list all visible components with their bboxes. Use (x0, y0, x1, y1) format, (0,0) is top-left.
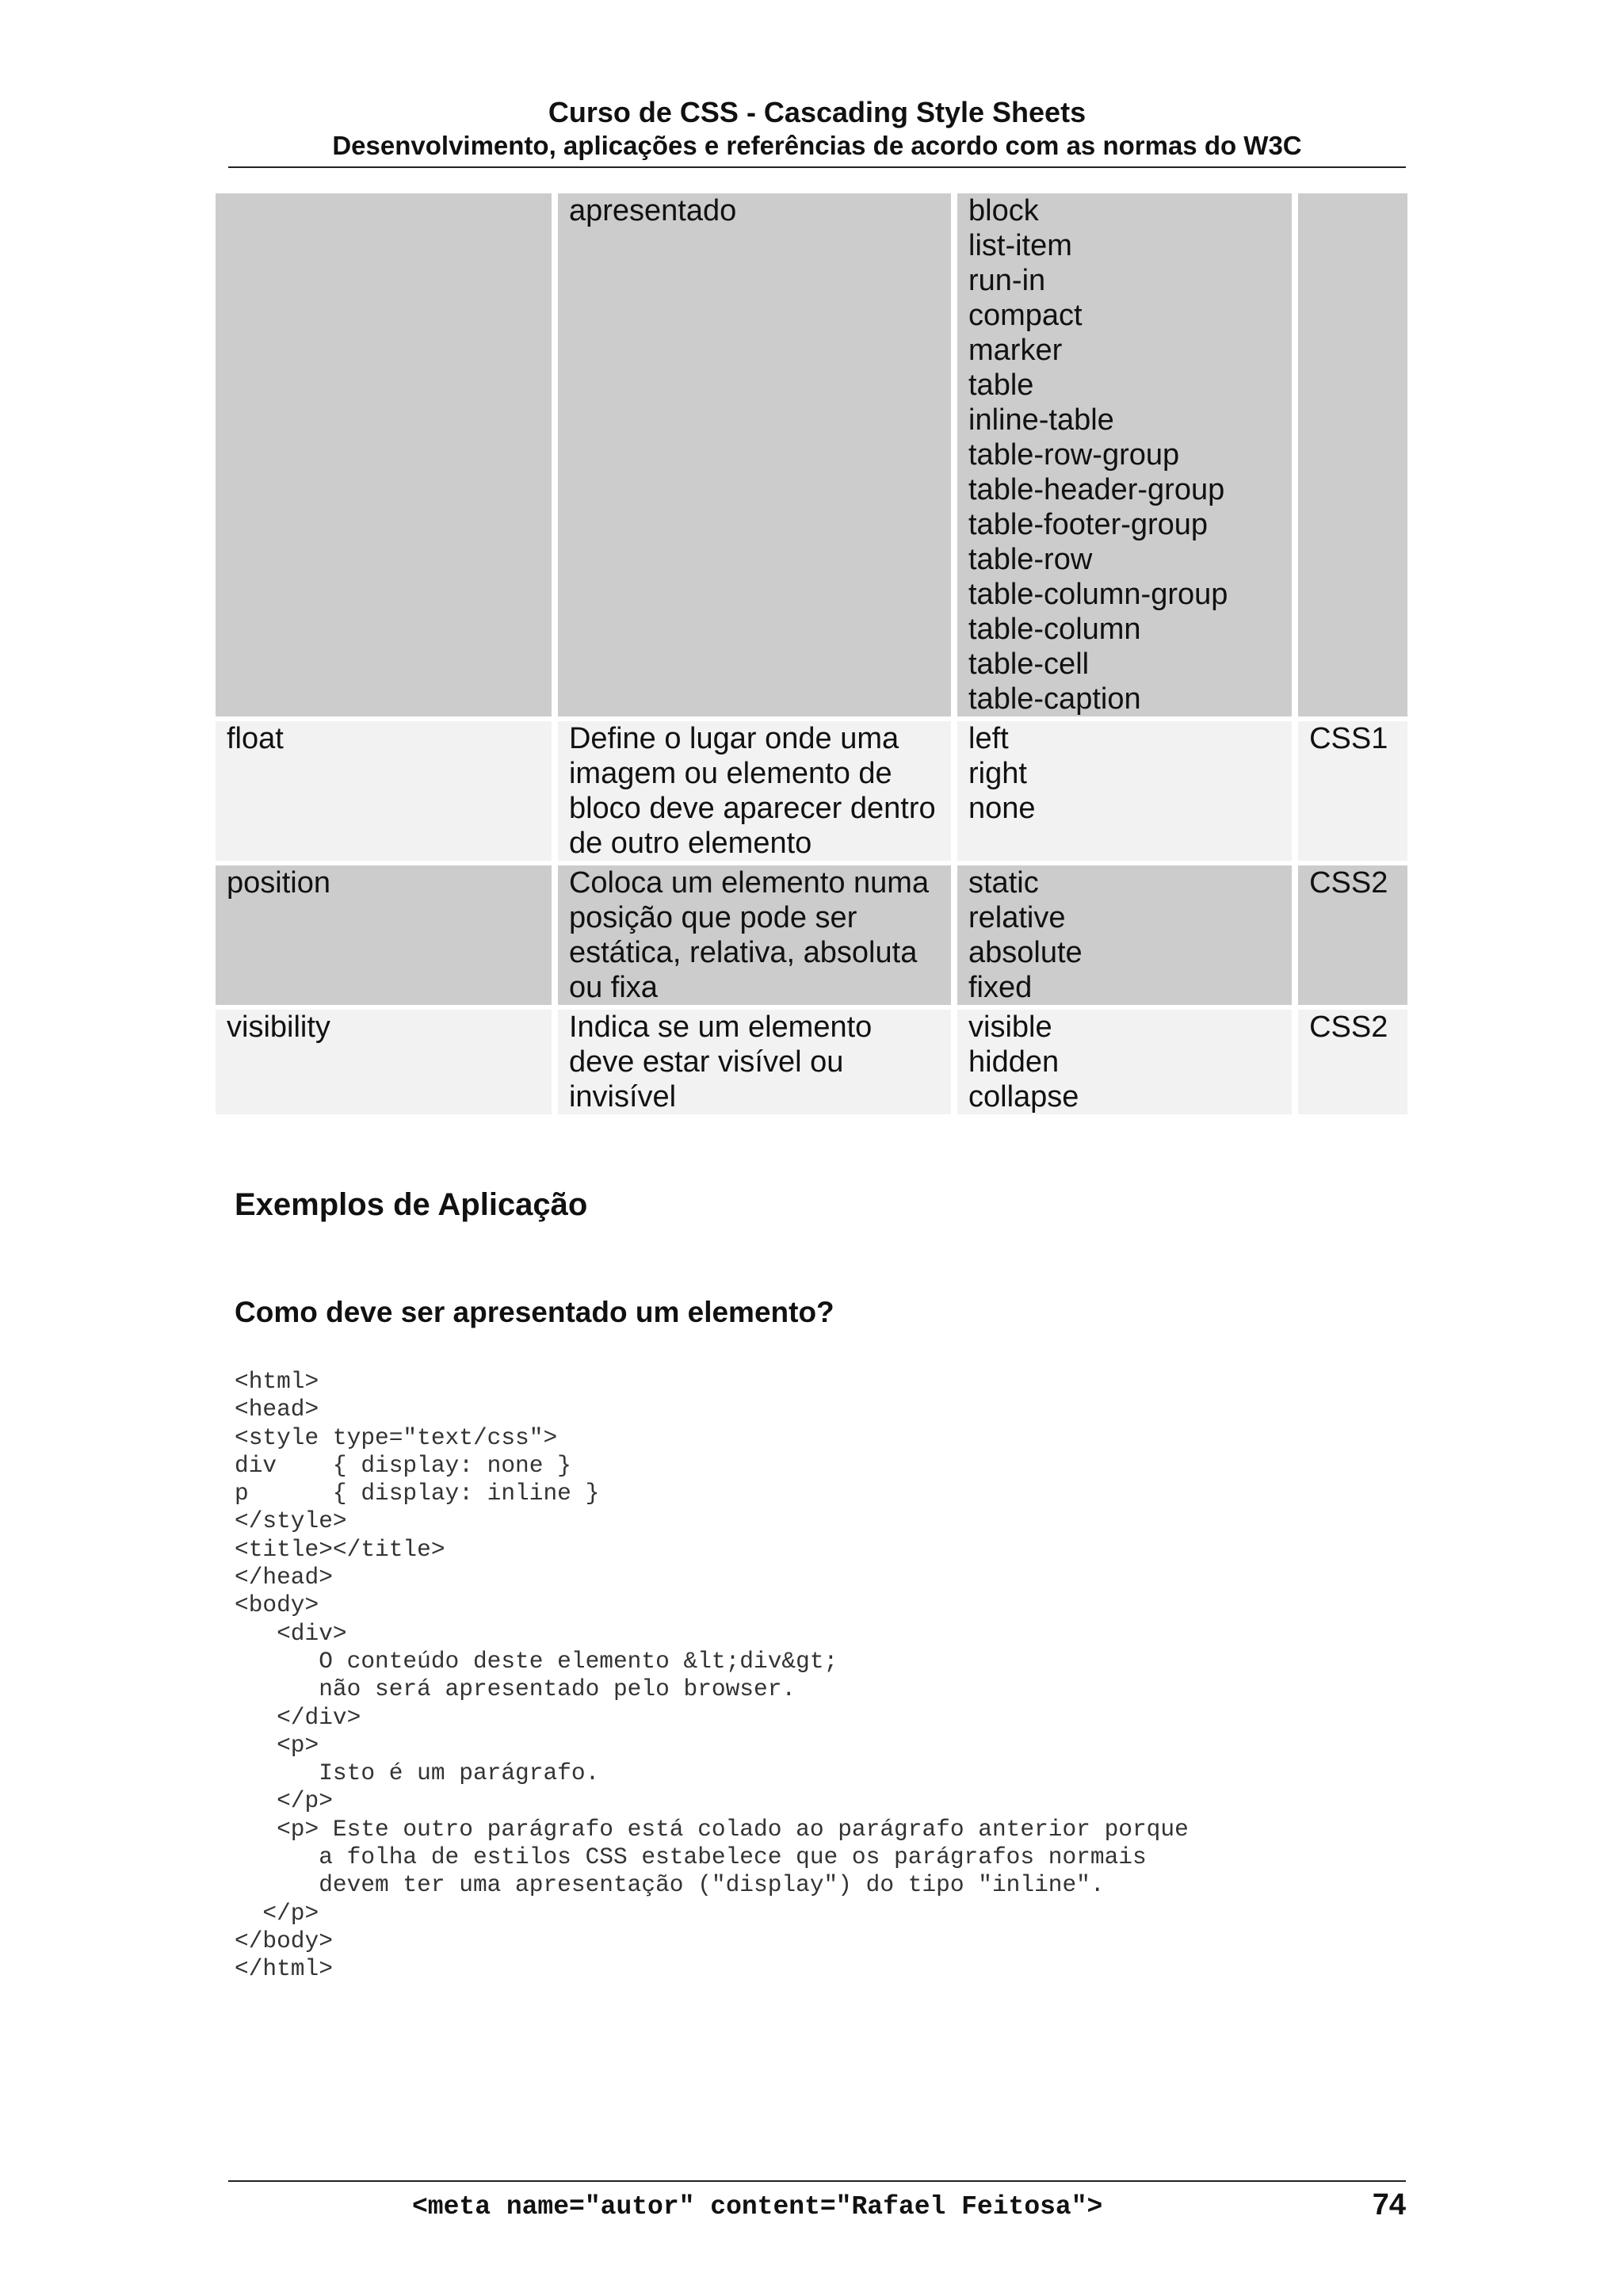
values-cell (957, 721, 1292, 861)
value-item: block (968, 194, 1039, 227)
values-cell (957, 193, 1292, 716)
values-cell (957, 1010, 1292, 1114)
question-heading: Como deve ser apresentado um elemento? (235, 1296, 834, 1328)
value-item: table-column-group (968, 578, 1228, 611)
property-cell: position (216, 865, 552, 1005)
value-item: table-footer-group (968, 508, 1209, 541)
value-item: compact (968, 299, 1083, 332)
value-item: hidden (968, 1045, 1060, 1079)
header-title: Curso de CSS - Cascading Style Sheets (548, 96, 1086, 128)
value-item: table-column (968, 613, 1141, 646)
version-cell: CSS1 (1298, 721, 1407, 861)
value-item: run-in (968, 264, 1046, 297)
value-item: collapse (968, 1080, 1079, 1114)
values-cell (957, 865, 1292, 1005)
version-cell (1298, 193, 1407, 716)
description-cell: Coloca um elemento numa posição que pode ser estática, relativa, absoluta ou fixa (558, 865, 951, 1005)
property-cell (216, 193, 552, 716)
value-item: table (968, 369, 1034, 402)
value-item: right (968, 757, 1027, 790)
footer-author-meta: <meta name="autor" content="Rafael Feitosa"> (412, 2192, 1103, 2222)
version-cell: CSS2 (1298, 865, 1407, 1005)
value-item: absolute (968, 936, 1083, 969)
value-item: static (968, 866, 1039, 900)
header-subtitle: Desenvolvimento, aplicações e referências de acordo com as normas do W3C (332, 131, 1302, 160)
value-item: relative (968, 901, 1066, 934)
table-row (216, 193, 1407, 716)
page-header (228, 95, 1406, 162)
value-item: table-row (968, 543, 1093, 576)
value-item: inline-table (968, 403, 1114, 437)
property-cell: float (216, 721, 552, 861)
value-item: marker (968, 334, 1063, 367)
value-item: visible (968, 1010, 1052, 1044)
section-title: Exemplos de Aplicação (235, 1187, 588, 1222)
value-item: left (968, 722, 1009, 755)
description-cell: apresentado (558, 193, 951, 716)
version-cell: CSS2 (1298, 1010, 1407, 1114)
table-row (216, 721, 1407, 861)
table-row (216, 865, 1407, 1005)
value-item: table-row-group (968, 438, 1180, 472)
description-cell: Indica se um elemento deve estar visível ou invisível (558, 1010, 951, 1114)
header-divider (228, 166, 1406, 168)
value-item: list-item (968, 229, 1072, 262)
code-example: <html> <head> <style type="text/css"> div { display: none } p { display: inline } </style> <title></title> </head> <body> <div> O conteúdo deste elemento &lt;div&gt; não será apresentado pelo browser. </div> <p> Isto é um parágrafo. </p> <p> Este outro parágrafo está colado ao parágrafo anterior porque a folha de estilos CSS estabelece que os parágrafos normais devem ter uma apresentação ("display") do tipo "inline". </p> </body> </html> (235, 1368, 1189, 1983)
value-item: table-caption (968, 682, 1141, 716)
css-properties-table (209, 189, 1414, 1119)
value-item: none (968, 792, 1036, 825)
value-item: fixed (968, 971, 1033, 1004)
table-row (216, 1010, 1407, 1114)
page-number: 74 (1372, 2188, 1406, 2222)
property-cell: visibility (216, 1010, 552, 1114)
value-item: table-header-group (968, 473, 1225, 506)
footer-divider (228, 2180, 1406, 2182)
description-cell: Define o lugar onde uma imagem ou elemento de bloco deve aparecer dentro de outro elemento (558, 721, 951, 861)
value-item: table-cell (968, 648, 1090, 681)
